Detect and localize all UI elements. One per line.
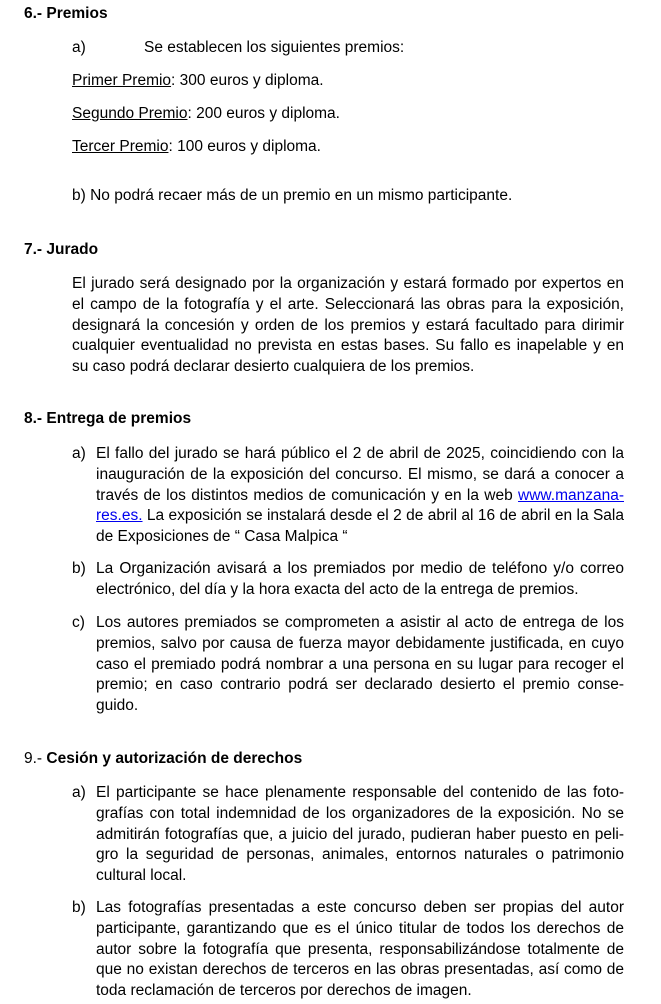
prize-second-value: : 200 euros y diploma.	[187, 105, 340, 122]
section-9-heading-num: 9.-	[24, 750, 47, 767]
section-9-heading-text: Cesión y autorización de derechos	[46, 750, 303, 767]
website-link[interactable]: www.manzana-res.es.	[96, 486, 624, 525]
section-8-a-text	[96, 444, 624, 548]
prize-second	[72, 105, 340, 123]
section-9-b-text: Las fotografías presentadas a este concurso deben ser propias del autor participante, garantizando que es el único titular de todos los derechos de autor sobre la fotografía que presenta, responsabilizándose totalmente de que no existan derechos de terceros en las obras presentadas, así como de toda reclamación de terceros por derechos de imagen.	[96, 899, 624, 999]
section-6-a-text: Se establecen los siguientes premios:	[144, 39, 405, 56]
section-8-c-text: Los autores premiados se comprometen a asistir al acto de entrega de los premios, salvo por causa de fuerza mayor debidamente justificada, en cuyo caso el premiado podrá nombrar a una persona en su lugar para recoger el premio; en caso contrario podrá ser declarado desierto el premio conse-guido.	[96, 614, 624, 714]
prize-third-value: : 100 euros y diploma.	[168, 138, 321, 155]
section-6-heading: 6.- Premios	[24, 5, 108, 22]
prize-first-value: : 300 euros y diploma.	[171, 72, 324, 89]
section-7-text: El jurado será designado por la organización y estará formado por expertos en el campo de la fotografía y el arte. Seleccionará las obras para la exposición, designará la concesión y orden de los premios y estará facultado para dirimir cualquier eventualidad no prevista en estas bases. Su fallo es inapelable y en su caso podrá declarar desierto cualquiera de los premios.	[72, 275, 624, 375]
section-9-a-text: El participante se hace plenamente responsable del contenido de las foto-grafías con total indemnidad de los organizadores de la exposición. No se admitirán fotografías que, a juicio del jurado, pudieran haber puesto en peli-gro la seguridad de personas, animales, entornos naturales o patrimonio cultural local.	[96, 784, 624, 884]
prize-first	[72, 72, 324, 90]
section-8-a-text-after: La exposición se instalará desde el 2 de abril al 16 de abril en la Sala de Exposiciones de “ Casa Malpica “	[96, 507, 624, 545]
section-8-a-text-before: El fallo del jurado se hará público el 2 de abril de 2025, coincidiendo con la inauguración de la exposición del concurso. El mismo, se dará a conocer a través de los distintos medios de comunicación y en la web	[96, 445, 624, 504]
section-6-a-label: a)	[72, 39, 86, 56]
section-9-heading	[24, 750, 302, 768]
section-6-b-text: b) No podrá recaer más de un premio en un mismo participante.	[72, 187, 513, 204]
prize-second-name: Segundo Premio	[72, 105, 188, 122]
prize-third	[72, 138, 321, 156]
prize-third-name: Tercer Premio	[72, 138, 169, 155]
section-7-heading: 7.- Jurado	[24, 241, 99, 258]
section-9-a-label: a)	[72, 784, 86, 801]
section-8-b-text: La Organización avisará a los premiados por medio de teléfono y/o correo electrónico, del día y la hora exacta del acto de la entrega de premios.	[96, 560, 624, 598]
section-9-b-label: b)	[72, 899, 86, 916]
section-8-b-label: b)	[72, 560, 86, 577]
section-8-c-label: c)	[72, 614, 85, 631]
section-8-heading: 8.- Entrega de premios	[24, 410, 192, 427]
section-8-a-label: a)	[72, 445, 86, 462]
prize-first-name: Primer Premio	[72, 72, 172, 89]
